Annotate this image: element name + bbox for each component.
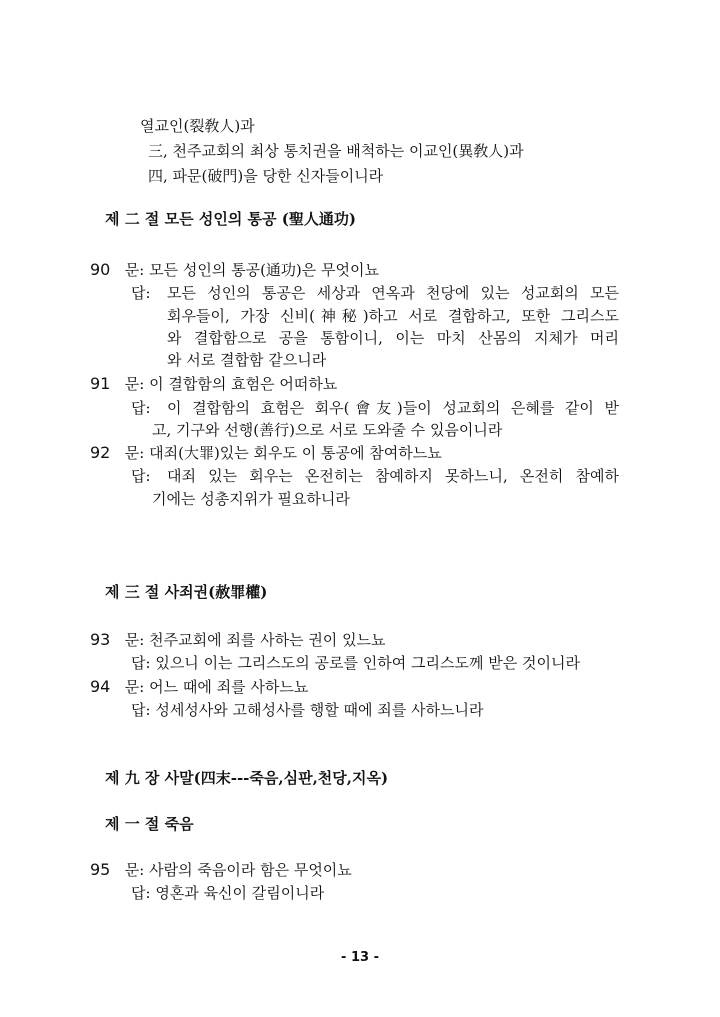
continuation-line: 열교인(裂敎人)과	[140, 117, 255, 135]
question-number: 93	[90, 630, 111, 649]
answer-line	[131, 466, 151, 486]
question-line	[90, 630, 386, 650]
continuation-line: 四, 파문(破門)을 당한 신자들이니라	[148, 167, 384, 185]
chapter-heading: 제 九 장 사말(四末---죽음,심판,천당,지옥)	[105, 769, 389, 787]
answer-text: 기에는 성총지위가 필요하니라	[152, 490, 350, 508]
answer-text: 성세성사와 고해성사를 행할 때에 죄를 사하느니라	[155, 701, 484, 719]
question-line	[90, 860, 352, 880]
answer-text: 대죄 있는 회우는 온전히는 참예하지 못하느니, 온전히 참예하	[167, 467, 619, 485]
answer-label: 답:	[131, 467, 151, 485]
question-number: 90	[90, 260, 111, 279]
section-heading: 제 三 절 사죄권(赦罪權)	[105, 583, 268, 601]
question-label: 문:	[124, 678, 145, 696]
question-line	[90, 260, 379, 280]
answer-line	[131, 283, 151, 303]
answer-line	[131, 883, 324, 903]
question-number: 91	[90, 374, 111, 393]
answer-text: 영혼과 육신이 갈림이니라	[155, 884, 325, 902]
question-label: 문:	[124, 261, 145, 279]
question-text: 천주교회에 죄를 사하는 권이 있느뇨	[149, 631, 386, 649]
answer-label: 답:	[131, 284, 151, 302]
answer-text: 고, 기구와 선행(善行)으로 서로 도와줄 수 있음이니라	[152, 421, 503, 439]
question-label: 문:	[124, 444, 145, 462]
answer-label: 답:	[131, 884, 151, 902]
question-label: 문:	[124, 375, 145, 393]
answer-text: 와 결합함으로 공을 통함이니, 이는 마치 산몸의 지체가 머리	[167, 329, 619, 347]
answer-label: 답:	[131, 701, 151, 719]
question-number: 95	[90, 860, 111, 879]
answer-text: 와 서로 결합함 같으니라	[167, 351, 327, 369]
question-line	[90, 677, 308, 697]
page-number: - 13 -	[341, 950, 379, 965]
question-line	[90, 374, 337, 394]
answer-line	[131, 700, 483, 720]
question-label: 문:	[124, 631, 145, 649]
question-number: 94	[90, 677, 111, 696]
question-text: 모든 성인의 통공(通功)은 무엇이뇨	[149, 261, 379, 279]
answer-label: 답:	[131, 399, 151, 417]
question-text: 어느 때에 죄를 사하느뇨	[149, 678, 309, 696]
continuation-line: 三, 천주교회의 최상 통치권을 배척하는 이교인(異敎人)과	[148, 142, 524, 160]
question-text: 이 결합함의 효험은 어떠하뇨	[149, 375, 338, 393]
question-label: 문:	[124, 861, 145, 879]
question-line	[90, 443, 442, 463]
answer-text: 있으니 이는 그리스도의 공로를 인하여 그리스도께 받은 것이니라	[155, 654, 580, 672]
section-heading: 제 一 절 죽음	[105, 815, 194, 833]
question-text: 사람의 죽음이라 함은 무엇이뇨	[149, 861, 352, 879]
answer-text: 모든 성인의 통공은 세상과 연옥과 천당에 있는 성교회의 모든	[167, 284, 619, 302]
answer-text: 회우들이, 가장 신비(神秘)하고 서로 결합하고, 또한 그리스도	[167, 307, 619, 325]
section-heading: 제 二 절 모든 성인의 통공 (聖人通功)	[105, 210, 356, 228]
question-text: 대죄(大罪)있는 회우도 이 통공에 참여하느뇨	[149, 444, 442, 462]
answer-text: 이 결합함의 효험은 회우(會友)들이 성교회의 은혜를 같이 받	[167, 399, 619, 417]
answer-label: 답:	[131, 654, 151, 672]
answer-line	[131, 653, 580, 673]
question-number: 92	[90, 443, 111, 462]
answer-line	[131, 398, 151, 418]
